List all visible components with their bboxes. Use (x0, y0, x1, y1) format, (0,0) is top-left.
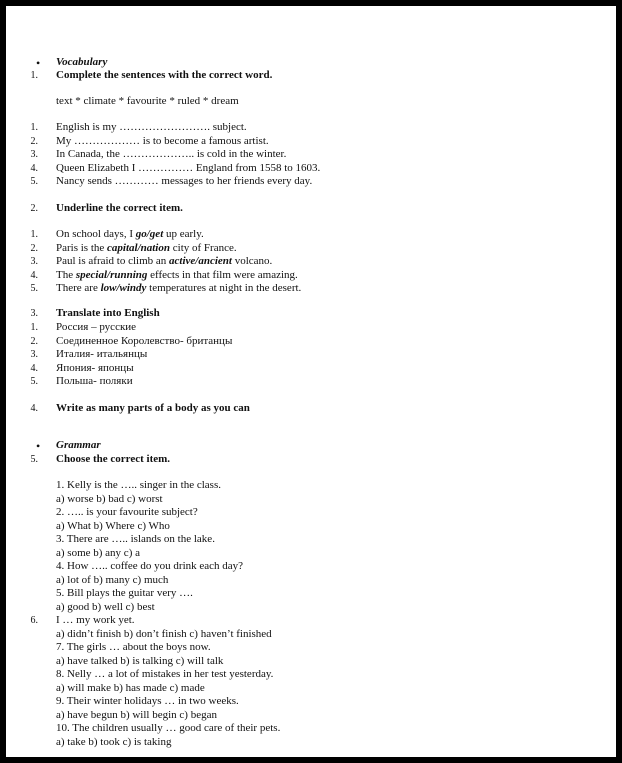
task-title: Write as many parts of a body as you can (56, 402, 250, 414)
list-item: Польша- поляки (56, 375, 133, 387)
choice-text: active/ancient (169, 255, 232, 267)
item-number: 4. (30, 163, 38, 174)
question-line: 9. Their winter holidays … in two weeks. (56, 695, 239, 707)
item-text: city of France. (170, 242, 237, 254)
item-number: 4. (30, 363, 38, 374)
question-line: I … my work yet. (56, 614, 135, 626)
item-text: temperatures at night in the desert. (146, 282, 302, 294)
list-item (56, 228, 204, 241)
list-item: Queen Elizabeth I …………… England from 1558 to 1603. (56, 162, 321, 174)
options-line: a) What b) Where c) Who (56, 520, 170, 532)
options-line: a) worse b) bad c) worst (56, 493, 163, 505)
item-text: effects in that film were amazing. (147, 269, 298, 281)
worksheet-page (6, 6, 616, 757)
item-number: 3. (30, 349, 38, 360)
list-item: Япония- японцы (56, 362, 134, 374)
word-bank: text * climate * favourite * ruled * dream (56, 95, 239, 107)
options-line: a) will make b) has made c) made (56, 682, 205, 694)
item-number: 2. (30, 136, 38, 147)
item-number: 3. (30, 256, 38, 267)
task-title: Underline the correct item. (56, 202, 183, 214)
options-line: a) some b) any c) a (56, 547, 140, 559)
list-item: Nancy sends ………… messages to her friends every day. (56, 175, 313, 187)
list-item (56, 242, 237, 255)
grammar-heading: Grammar (56, 439, 101, 451)
question-line: 8. Nelly … a lot of mistakes in her test yesterday. (56, 668, 274, 680)
question-line: 4. How ….. coffee do you drink each day? (56, 560, 244, 572)
item-number: 5. (30, 283, 38, 294)
choice-text: go/get (135, 228, 164, 240)
item-number: 5. (30, 376, 38, 387)
question-line: 1. Kelly is the ….. singer in the class. (56, 479, 221, 491)
item-number: 1. (30, 229, 38, 240)
choice-text: low/windy (100, 282, 147, 294)
task-number: 3. (30, 308, 38, 319)
item-number: 2. (30, 243, 38, 254)
list-item (56, 282, 301, 295)
options-line: a) good b) well c) best (56, 601, 155, 613)
list-item: My ……………… is to become a famous artist. (56, 135, 269, 147)
task-title: Translate into English (56, 307, 160, 319)
choice-text: special/running (75, 269, 148, 281)
question-line: 5. Bill plays the guitar very …. (56, 587, 193, 599)
bullet: • (36, 439, 41, 453)
item-text: Paris is the (56, 242, 108, 254)
item-number: 1. (30, 322, 38, 333)
list-item: Россия – русские (56, 321, 137, 333)
item-number: 3. (30, 149, 38, 160)
item-text: The (56, 269, 76, 281)
item-text: On school days, I (56, 228, 136, 240)
list-item: English is my ……………………. subject. (56, 121, 247, 133)
list-item: In Canada, the ……………….. is cold in the winter. (56, 148, 287, 160)
list-item: Италия- итальянцы (56, 348, 148, 360)
item-text: There are (56, 282, 101, 294)
task-title: Choose the correct item. (56, 453, 171, 465)
task-number: 6. (30, 615, 38, 626)
vocabulary-heading: Vocabulary (56, 56, 108, 68)
list-item (56, 269, 298, 282)
task-number: 4. (30, 403, 38, 414)
question-line: 3. There are ….. islands on the lake. (56, 533, 215, 545)
list-item (56, 255, 272, 268)
task-number: 2. (30, 203, 38, 214)
question-line: 10. The children usually … good care of their pets. (56, 722, 281, 734)
list-item: Соединенное Королевство- британцы (56, 335, 233, 347)
item-text: up early. (163, 228, 204, 240)
task-number: 5. (30, 454, 38, 465)
item-text: volcano. (231, 255, 273, 267)
item-number: 2. (30, 336, 38, 347)
options-line: a) lot of b) many c) much (56, 574, 169, 586)
options-line: a) take b) took c) is taking (56, 736, 172, 748)
options-line: a) have begun b) will begin c) began (56, 709, 217, 721)
options-line: a) didn’t finish b) don’t finish c) haven’t finished (56, 628, 272, 640)
question-line: 2. ….. is your favourite subject? (56, 506, 198, 518)
item-number: 5. (30, 176, 38, 187)
task-number: 1. (30, 70, 38, 81)
options-line: a) have talked b) is talking c) will talk (56, 655, 224, 667)
item-number: 1. (30, 122, 38, 133)
choice-text: capital/nation (107, 242, 170, 254)
task-title: Complete the sentences with the correct word. (56, 69, 273, 81)
question-line: 7. The girls … about the boys now. (56, 641, 211, 653)
bullet: • (36, 56, 41, 70)
item-text: Paul is afraid to climb an (56, 255, 170, 267)
item-number: 4. (30, 270, 38, 281)
